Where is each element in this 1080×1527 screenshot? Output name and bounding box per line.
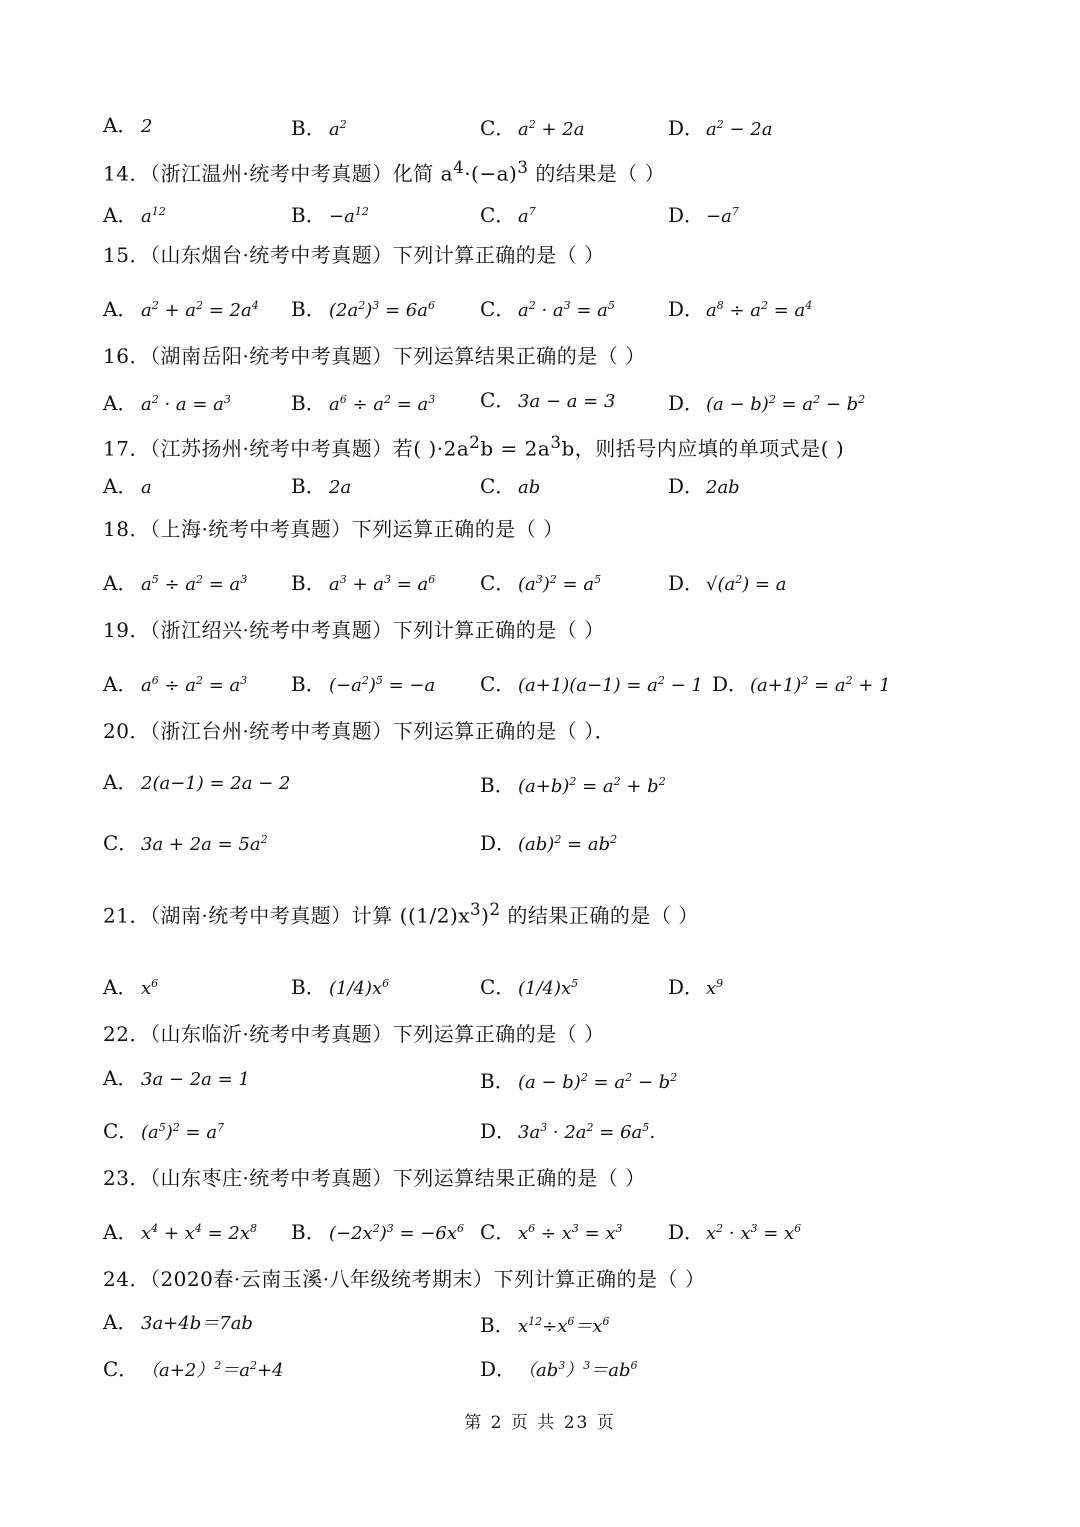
options-row (0, 192, 1080, 232)
option-b (480, 1302, 610, 1347)
option-c (480, 560, 601, 605)
option-text: $3a^3 \cdot 2a^2 = 6a^5$． (518, 1121, 668, 1143)
option-text: $a^6 \div a^2 = a^3$ (141, 674, 248, 696)
question-text: 16．（湖南岳阳·统考中考真题）下列运算结果正确的是（ ） (103, 344, 646, 368)
options-row (0, 820, 1080, 860)
option-a (103, 1209, 257, 1254)
option-text: $(ab^3)^3=ab^6$ (518, 1359, 638, 1381)
option-label: C． (480, 1220, 516, 1244)
option-label: A． (103, 770, 138, 794)
option-text: 3a − 2a = 1 (141, 1069, 250, 1090)
option-text: $x^6 \div x^3 = x^3$ (518, 1222, 623, 1244)
option-c (480, 1209, 623, 1254)
option-text: ab (518, 477, 541, 498)
option-text: $(a^5)^2 = a^7$ (141, 1121, 225, 1143)
option-label: B． (291, 571, 326, 595)
option-text: $3a + 2a = 5a^2$ (141, 833, 268, 855)
option-c (480, 661, 703, 706)
option-text: $(ab)^2 = ab^2$ (518, 833, 618, 855)
option-label: C． (480, 297, 516, 321)
option-label: C． (103, 1357, 139, 1381)
option-b (291, 964, 389, 1009)
options-row (0, 661, 1080, 701)
option-label: B． (291, 474, 326, 498)
option-label: B． (291, 975, 326, 999)
option-text: $a^5 \div a^2 = a^3$ (141, 573, 248, 595)
option-text: $(-a^2)^5 = -a$ (329, 674, 436, 696)
option-label: D． (668, 391, 705, 415)
option-label: B． (291, 297, 326, 321)
question-text: 14．（浙江温州·统考中考真题）化简 $a^4\cdot(-a)^3$ 的结果是（ ） (103, 158, 666, 186)
option-a (103, 1302, 253, 1344)
option-label: A． (103, 672, 138, 696)
option-text: $(a+1)^2 = a^2 + 1$ (750, 674, 891, 696)
option-text: 2ab (706, 477, 740, 498)
options-row (0, 1058, 1080, 1098)
option-text: $(a+1)(a-1) = a^2 - 1$ (518, 674, 703, 696)
option-text: $x^{12}\div x^6=x^6$ (518, 1315, 610, 1337)
option-d (668, 964, 723, 1009)
option-text: a (141, 477, 152, 498)
option-a (103, 466, 152, 508)
option-c: C． $a^2 + 2a$ (480, 116, 585, 140)
option-label: D． (668, 297, 705, 321)
option-text: $(a^3)^2 = a^5$ (518, 573, 602, 595)
option-label: A． (103, 1066, 138, 1090)
options-row (0, 964, 1080, 1004)
option-label: A． (103, 474, 138, 498)
option-c (480, 380, 615, 422)
option-b (291, 380, 435, 425)
option-b: B． $a^2$ (291, 116, 347, 140)
options-row (0, 762, 1080, 802)
option-label: C． (480, 672, 516, 696)
option-text: $a^7$ (518, 205, 536, 227)
options-row (0, 380, 1080, 420)
option-label: B． (480, 1313, 515, 1337)
options-row (0, 1302, 1080, 1342)
option-label: B． (291, 672, 326, 696)
question-stem (0, 423, 1080, 463)
question-text: 22．（山东临沂·统考中考真题）下列运算正确的是（ ） (103, 1022, 605, 1046)
option-b (291, 1209, 464, 1254)
option-a (103, 192, 166, 237)
option-text: $x^4 + x^4 = 2x^8$ (141, 1222, 257, 1244)
option-text: $a^2 \cdot a^3 = a^5$ (518, 299, 615, 321)
option-d (712, 661, 891, 706)
option-text: $(2a^2)^3 = 6a^6$ (329, 299, 435, 321)
option-label: B． (291, 391, 326, 415)
options-row (0, 1209, 1080, 1249)
option-label: A． (103, 1220, 138, 1244)
option-label: B． (291, 1220, 326, 1244)
option-text: $a^2 + a^2 = 2a^4$ (141, 299, 259, 321)
options-row (0, 466, 1080, 506)
option-d (668, 1209, 801, 1254)
question-text: 19．（浙江绍兴·统考中考真题）下列计算正确的是（ ） (103, 618, 605, 642)
options-row (0, 1108, 1080, 1148)
option-b (291, 661, 435, 706)
option-a (103, 762, 290, 804)
option-label: B． (480, 1069, 515, 1093)
option-label: D． (480, 1357, 517, 1381)
option-d (480, 1108, 667, 1153)
question-stem (0, 1259, 1080, 1299)
option-label: D． (668, 474, 705, 498)
option-b (291, 466, 351, 508)
option-text: $(1/4)x^5$ (518, 977, 579, 999)
option-label: B． (291, 203, 326, 227)
option-label: A． (103, 975, 138, 999)
option-d (668, 560, 787, 605)
option-a (103, 1058, 250, 1100)
option-d (480, 820, 617, 865)
option-label: A． (103, 297, 138, 321)
option-text: 2(a−1) = 2a − 2 (141, 773, 291, 794)
question-text: 15．（山东烟台·统考中考真题）下列计算正确的是（ ） (103, 243, 605, 267)
option-text: $(a+b)^2 = a^2 + b^2$ (518, 775, 666, 797)
option-label: C． (103, 831, 139, 855)
option-text: $a^8 \div a^2 = a^4$ (706, 299, 813, 321)
option-label: D． (668, 1220, 705, 1244)
option-b (480, 762, 666, 807)
option-text: $(-2x^2)^3 = -6x^6$ (329, 1222, 464, 1244)
option-c (480, 192, 536, 237)
option-a (103, 380, 231, 425)
option-label: A． (103, 571, 138, 595)
page-number-footer: 第 2 页 共 23 页 (464, 1413, 616, 1433)
option-c (480, 286, 615, 331)
option-c (103, 1346, 284, 1391)
option-d (668, 286, 812, 331)
option-text: $a^3 + a^3 = a^6$ (329, 573, 436, 595)
option-d (668, 380, 865, 425)
option-text: $x^2 \cdot x^3 = x^6$ (706, 1222, 802, 1244)
option-text: $(a - b)^2 = a^2 - b^2$ (706, 393, 866, 415)
option-label: D． (668, 571, 705, 595)
option-label: A． (103, 203, 138, 227)
option-label: C． (480, 474, 516, 498)
option-c (480, 964, 578, 1009)
option-a (103, 661, 247, 706)
options-row (0, 560, 1080, 600)
option-text: $a^{12}$ (141, 205, 166, 227)
option-d: D． $a^2 - 2a$ (668, 116, 773, 140)
option-a (103, 964, 158, 1009)
options-row (0, 286, 1080, 326)
option-label: A． (103, 391, 138, 415)
question-stem (0, 890, 1080, 930)
option-a (103, 560, 247, 605)
option-text: 3a+4b＝7ab (141, 1313, 253, 1334)
option-a: A． 2 (103, 113, 153, 137)
option-text: $x^9$ (706, 977, 724, 999)
question-stem (0, 336, 1080, 376)
option-text: $(1/4)x^6$ (329, 977, 390, 999)
question-stem (0, 1158, 1080, 1198)
option-label: D． (712, 672, 749, 696)
option-c (103, 1108, 224, 1153)
option-d (668, 466, 740, 508)
question-stem (0, 711, 1080, 751)
question-stem (0, 509, 1080, 549)
option-b (291, 560, 435, 605)
option-a (103, 286, 259, 331)
option-label: C． (480, 203, 516, 227)
question-stem (0, 235, 1080, 275)
option-text: $√(a^2) = a$ (706, 573, 787, 595)
option-text: $(a - b)^2 = a^2 - b^2$ (518, 1071, 678, 1093)
question-stem (0, 148, 1080, 188)
option-d (480, 1346, 638, 1391)
option-text: 3a − a = 3 (518, 391, 616, 412)
option-text: 2a (329, 477, 352, 498)
option-label: D． (480, 831, 517, 855)
option-b (291, 286, 435, 331)
option-text: $-a^{12}$ (329, 205, 369, 227)
question-text: 17．（江苏扬州·统考中考真题）若( )$\cdot 2a^2b = 2a^3b$，则括号内应填的单项式是( ) (103, 433, 845, 461)
option-label: C． (480, 388, 516, 412)
option-c (480, 466, 540, 508)
question-stem (0, 1014, 1080, 1054)
question-stem (0, 610, 1080, 650)
option-label: B． (480, 773, 515, 797)
question-text: 21．（湖南·统考中考真题）计算 $((1/2)x^3)^2$ 的结果正确的是（ ） (103, 900, 699, 928)
option-c (103, 820, 268, 865)
option-b (480, 1058, 677, 1103)
option-text: $x^6$ (141, 977, 159, 999)
option-text: $(a+2)^2=a^2+4$ (141, 1359, 284, 1381)
option-label: D． (668, 203, 705, 227)
option-d (668, 192, 739, 237)
question-text: 23．（山东枣庄·统考中考真题）下列运算结果正确的是（ ） (103, 1166, 646, 1190)
question-text: 18．（上海·统考中考真题）下列运算正确的是（ ） (103, 517, 564, 541)
option-b (291, 192, 369, 237)
question-text: 24．（2020春·云南玉溪·八年级统考期末）下列计算正确的是（ ） (103, 1267, 706, 1291)
option-label: A． (103, 1310, 138, 1334)
option-text: $-a^7$ (706, 205, 739, 227)
option-label: C． (480, 975, 516, 999)
option-label: D． (480, 1119, 517, 1143)
option-label: C． (103, 1119, 139, 1143)
option-label: D． (668, 975, 705, 999)
option-label: C． (480, 571, 516, 595)
top-options-row (0, 105, 1080, 145)
option-text: $a^2 \cdot a = a^3$ (141, 393, 231, 415)
options-row (0, 1346, 1080, 1386)
option-text: $a^6 \div a^2 = a^3$ (329, 393, 436, 415)
question-text: 20．（浙江台州·统考中考真题）下列运算正确的是（ ）． (103, 719, 616, 743)
